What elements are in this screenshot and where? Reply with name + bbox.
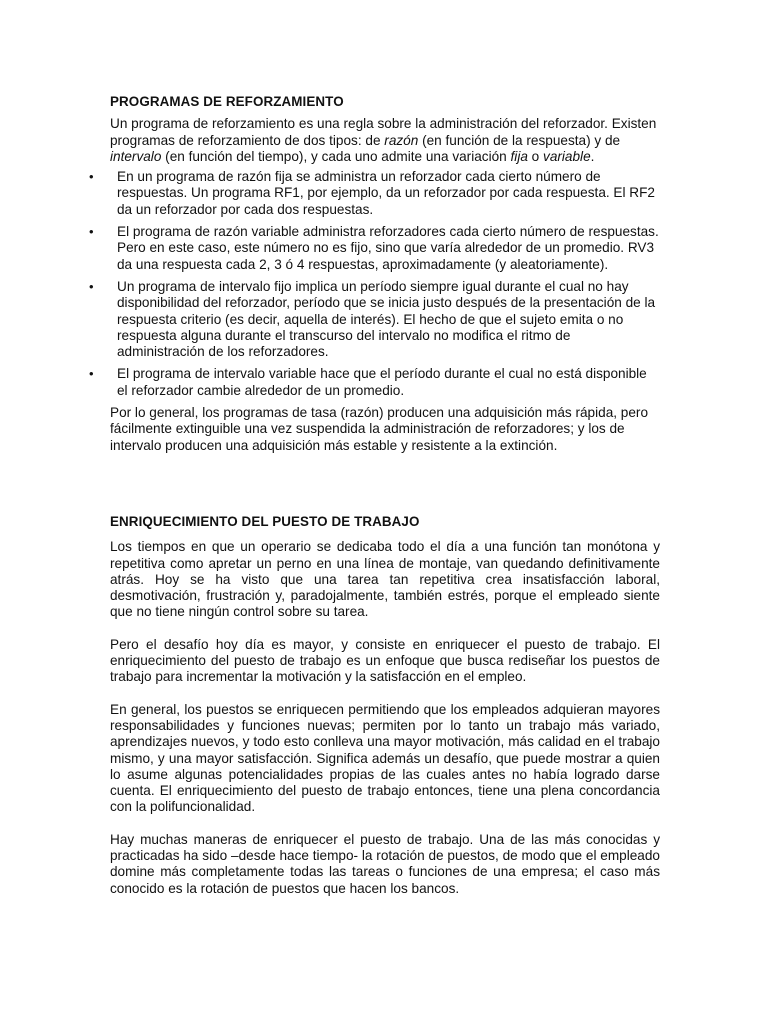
list-item-text: Un programa de intervalo fijo implica un período siempre igual durante el cual no hay disponibilidad del reforzador, período que se inicia justo después de la presentación de la respuesta criterio (es decir, aquella de interés). El hecho de que el sujeto emita o no respuesta alguna durante el transcurso del intervalo no modifica el ritmo de administración de los reforzadores. — [117, 278, 656, 360]
list-item — [89, 278, 660, 360]
section-title-enriquecimiento: ENRIQUECIMIENTO DEL PUESTO DE TRABAJO — [110, 513, 420, 529]
intro-paragraph — [110, 116, 660, 165]
term-fija: fija — [510, 148, 528, 164]
intro-text-4: o — [527, 148, 544, 164]
body-paragraph: Pero el desafío hoy día es mayor, y consiste en enriquecer el puesto de trabajo. El enriquecimiento del puesto de trabajo es un enfoque que busca rediseñar los puestos de trabajo para incrementar la motivación y la satisfacción en el empleo. — [110, 636, 660, 685]
term-razon: razón — [384, 132, 419, 148]
bullet-dot-icon: • — [89, 366, 94, 382]
list-item-text: En un programa de razón fija se administra un reforzador cada cierto número de respuestas. Un programa RF1, por ejemplo, da un reforzador por cada respuesta. El RF2 da un reforzador por cada dos respuestas. — [117, 169, 655, 217]
document-content — [89, 94, 660, 897]
list-item — [89, 169, 660, 218]
program-types-list — [89, 169, 660, 399]
body-paragraph: Hay muchas maneras de enriquecer el puesto de trabajo. Una de las más conocidas y practicadas ha sido –desde hace tiempo- la rotación de puestos, de modo que el empleado domine más completamente todas las tareas o funciones de una empresa; el caso más conocido es la rotación de puestos que hacen los bancos. — [110, 831, 660, 896]
section-enriquecimiento — [110, 514, 660, 897]
section-title-reforzamiento: PROGRAMAS DE REFORZAMIENTO — [110, 94, 344, 109]
term-intervalo: intervalo — [110, 148, 162, 164]
list-item — [89, 366, 660, 399]
bullet-dot-icon: • — [89, 169, 94, 185]
list-item-text: El programa de intervalo variable hace que el período durante el cual no está disponible el reforzador cambie alrededor de un promedio. — [117, 366, 647, 398]
list-item — [89, 224, 660, 273]
bullet-dot-icon: • — [89, 224, 94, 240]
list-item-text: El programa de razón variable administra reforzadores cada cierto número de respuestas. Pero en este caso, este número no es fijo, sino que varía alrededor de un promedio. RV3 da una respuesta cada 2, 3 ó 4 respuestas, aproximadamente (y aleatoriamente). — [117, 224, 659, 272]
intro-text-5: . — [590, 148, 595, 164]
body-paragraph: En general, los puestos se enriquecen permitiendo que los empleados adquieran mayores responsabilidades y funciones nuevas; permiten por lo tanto un trabajo más variado, aprendizajes nuevos, y todo esto conlleva una mayor motivación, más calidad en el trabajo mismo, y una mayor satisfacción. Significa además un desafío, que puede mostrar a quien lo asume algunas potencialidades propias de las cuales antes no había logrado darse cuenta. El enriquecimiento del puesto de trabajo entonces, tiene una plena concordancia con la polifuncionalidad. — [110, 701, 660, 815]
intro-text-2: (en función de la respuesta) y de — [418, 132, 621, 148]
intro-text-1: Un programa de reforzamiento es una regla sobre la administración del reforzador. Existen programas de reforzamiento de dos tipos: de — [110, 116, 657, 148]
bullet-dot-icon: • — [89, 278, 94, 294]
term-variable: variable — [543, 148, 591, 164]
summary-paragraph: Por lo general, los programas de tasa (razón) producen una adquisición más rápida, pero fácilmente extinguible una vez suspendida la administración de reforzadores; y los de intervalo producen una adquisición más estable y resistente a la extinción. — [110, 405, 649, 453]
body-paragraph: Los tiempos en que un operario se dedicaba todo el día a una función tan monótona y repetitiva como apretar un perno en una línea de montaje, van quedando definitivamente atrás. Hoy se ha visto que una tarea tan repetitiva crea insatisfacción laboral, desmotivación, frustración y, paradojalmente, también estrés, porque el empleado siente que no tiene ningún control sobre su tarea. — [110, 539, 660, 620]
intro-text-3: (en función del tiempo), y cada uno admite una variación — [161, 148, 511, 164]
